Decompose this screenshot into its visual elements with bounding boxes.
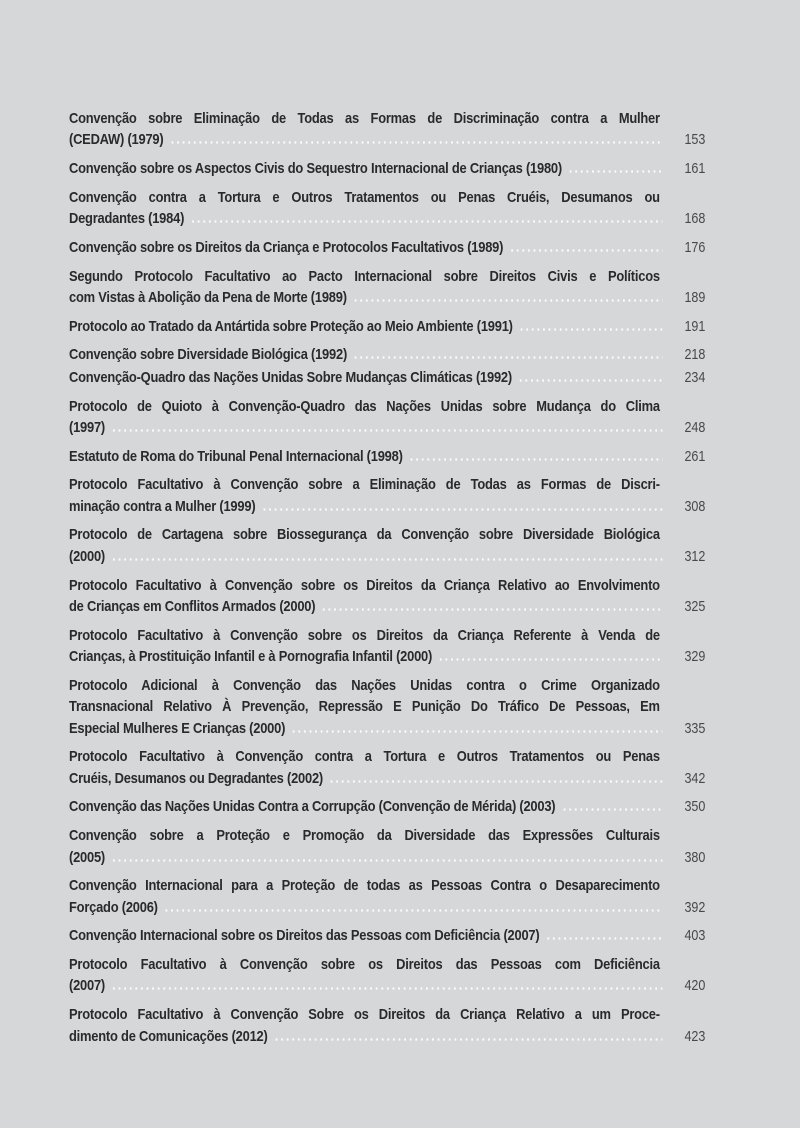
- toc-entry-lastline: [69, 768, 705, 790]
- toc-entry-title: minação contra a Mulher (1999): [69, 497, 256, 515]
- dot-leader: [274, 1038, 663, 1041]
- toc-entry-lastline: [69, 847, 705, 869]
- toc-entry-title: (2005): [69, 848, 105, 866]
- dot-leader: [353, 299, 663, 302]
- toc-entry-lastline: [69, 344, 705, 366]
- toc-entry: [69, 266, 705, 310]
- toc-entry-line: Protocolo Facultativo à Convenção sobre a Eliminação de Todas as Formas de Discri-: [69, 476, 660, 494]
- toc-entry: [69, 954, 705, 998]
- toc-entry: [69, 625, 705, 669]
- toc-entry-title: Protocolo ao Tratado da Antártida sobre Proteção ao Meio Ambiente (1991): [69, 317, 513, 335]
- page-number: 325: [684, 598, 706, 615]
- toc-entry-line: Protocolo de Cartagena sobre Biossegurança da Convenção sobre Diversidade Biológica: [69, 526, 660, 544]
- page-number: 308: [684, 498, 706, 515]
- toc-entry-line: Protocolo Adicional à Convenção das Nações Unidas contra o Crime Organizado: [69, 676, 660, 694]
- toc-entry-title: de Crianças em Conflitos Armados (2000): [69, 597, 316, 615]
- toc-entry: [69, 344, 705, 366]
- toc-entry-title: Crianças, à Prostituição Infantil e à Pornografia Infantil (2000): [69, 648, 433, 666]
- toc-entry-title: (1997): [69, 418, 105, 436]
- toc-entry-line: Convenção Internacional para a Proteção de todas as Pessoas Contra o Desaparecimento: [69, 877, 660, 895]
- dot-leader: [321, 608, 662, 611]
- toc-entry-title: dimento de Comunicações (2012): [69, 1027, 268, 1045]
- page-number: 176: [684, 239, 706, 256]
- toc-entry-lastline: [69, 446, 705, 468]
- toc-entry-lastline: [69, 596, 705, 618]
- dot-leader: [509, 249, 662, 252]
- toc-entry-title: Degradantes (1984): [69, 210, 185, 228]
- dot-leader: [561, 808, 662, 811]
- toc-entry-lastline: [69, 287, 705, 309]
- toc-entry-title: (2000): [69, 547, 105, 565]
- toc-entry: [69, 746, 705, 790]
- toc-entry-line: Protocolo Facultativo à Convenção contra a Tortura e Outros Tratamentos ou Penas: [69, 748, 660, 766]
- toc-entry-line: Convenção sobre a Proteção e Promoção da Diversidade das Expressões Culturais: [69, 827, 660, 845]
- page-number: 191: [684, 318, 706, 335]
- toc-entry-line: Convenção sobre Eliminação de Todas as Formas de Discriminação contra a Mulher: [69, 110, 660, 127]
- page-number: 234: [684, 369, 706, 386]
- page-number: 312: [684, 548, 706, 565]
- toc-entry-lastline: [69, 367, 705, 389]
- toc-entry: [69, 524, 705, 568]
- toc-entry-title: Convenção sobre os Aspectos Civis do Sequestro Internacional de Crianças (1980): [69, 160, 562, 178]
- toc-entry-lastline: [69, 975, 705, 997]
- page-number: 420: [684, 978, 706, 995]
- toc-entry-lastline: [69, 925, 705, 947]
- page-number: 168: [684, 211, 706, 228]
- toc-entry-lastline: [69, 316, 705, 338]
- page-number: 380: [684, 849, 706, 866]
- toc-entry: [69, 187, 705, 231]
- page-number: 335: [684, 720, 706, 737]
- toc-entry: [69, 1004, 705, 1048]
- toc-entry: [69, 237, 705, 259]
- toc-entry-line: Convenção contra a Tortura e Outros Tratamentos ou Penas Cruéis, Desumanos ou: [69, 188, 660, 206]
- page-number: 261: [684, 448, 706, 465]
- dot-leader: [519, 328, 663, 331]
- toc-entry-title: Convenção sobre os Direitos da Criança e Protocolos Facultativos (1989): [69, 238, 504, 256]
- toc-entry-line: Protocolo Facultativo à Convenção sobre os Direitos da Criança Referente à Venda de: [69, 626, 660, 644]
- toc-list: [69, 108, 705, 1054]
- toc-entry-line: Protocolo de Quioto à Convenção-Quadro das Nações Unidas sobre Mudança do Clima: [69, 397, 660, 415]
- toc-entry: [69, 316, 705, 338]
- page-number: 248: [684, 419, 706, 436]
- toc-entry: [69, 396, 705, 440]
- toc-entry: [69, 446, 705, 468]
- toc-entry-line: Protocolo Facultativo à Convenção Sobre os Direitos da Criança Relativo a um Proce-: [69, 1006, 660, 1024]
- toc-entry-lastline: [69, 796, 705, 818]
- dot-leader: [111, 429, 662, 432]
- dot-leader: [190, 220, 662, 223]
- toc-entry-title: Forçado (2006): [69, 898, 158, 916]
- toc-entry: [69, 675, 705, 740]
- dot-leader: [169, 141, 662, 144]
- toc-entry-line: Protocolo Facultativo à Convenção sobre os Direitos das Pessoas com Deficiência: [69, 956, 660, 974]
- toc-entry-title: Convenção-Quadro das Nações Unidas Sobre Mudanças Climáticas (1992): [69, 368, 512, 386]
- toc-entry-title: (CEDAW) (1979): [69, 131, 164, 149]
- dot-leader: [111, 558, 662, 561]
- toc-entry-title: Convenção sobre Diversidade Biológica (1992): [69, 346, 348, 364]
- toc-entry: [69, 367, 705, 389]
- toc-entry-lastline: [69, 646, 705, 668]
- dot-leader: [291, 730, 662, 733]
- toc-entry-title: Especial Mulheres E Crianças (2000): [69, 719, 286, 737]
- toc-entry: [69, 575, 705, 619]
- dot-leader: [409, 458, 663, 461]
- toc-entry-line: Segundo Protocolo Facultativo ao Pacto Internacional sobre Direitos Civis e Políticos: [69, 267, 660, 285]
- dot-leader: [261, 508, 662, 511]
- dot-leader: [111, 859, 662, 862]
- toc-entry: [69, 108, 705, 152]
- page-number: 161: [684, 161, 706, 178]
- toc-entry-lastline: [69, 496, 705, 518]
- page-number: 342: [684, 770, 706, 787]
- toc-entry-lastline: [69, 417, 705, 439]
- toc-entry: [69, 474, 705, 518]
- toc-entry-title: (2007): [69, 977, 105, 995]
- toc-entry-title: Cruéis, Desumanos ou Degradantes (2002): [69, 769, 324, 787]
- toc-entry-lastline: [69, 158, 705, 180]
- page-number: 392: [684, 899, 706, 916]
- toc-entry: [69, 158, 705, 180]
- toc-entry-lastline: [69, 718, 705, 740]
- page-number: 403: [684, 928, 706, 945]
- toc-entry-title: com Vistas à Abolição da Pena de Morte (1989): [69, 289, 347, 307]
- toc-entry: [69, 875, 705, 919]
- dot-leader: [545, 937, 662, 940]
- toc-entry-lastline: [69, 129, 705, 151]
- toc-entry: [69, 925, 705, 947]
- toc-entry-lastline: [69, 237, 705, 259]
- page-number: 218: [684, 347, 706, 364]
- toc-entry-lastline: [69, 897, 705, 919]
- toc-entry-title: Estatuto de Roma do Tribunal Penal Internacional (1998): [69, 447, 403, 465]
- toc-entry-lastline: [69, 546, 705, 568]
- page-number: 153: [684, 132, 706, 149]
- dot-leader: [353, 356, 662, 359]
- page-number: 189: [684, 290, 706, 307]
- dot-leader: [329, 780, 662, 783]
- toc-entry-lastline: [69, 208, 705, 230]
- dot-leader: [111, 987, 662, 990]
- dot-leader: [518, 379, 662, 382]
- toc-entry-title: Convenção das Nações Unidas Contra a Corrupção (Convenção de Mérida) (2003): [69, 798, 556, 816]
- toc-entry: [69, 825, 705, 869]
- toc-entry-line: Protocolo Facultativo à Convenção sobre os Direitos da Criança Relativo ao Envolvimento: [69, 576, 660, 594]
- toc-entry-lastline: [69, 1026, 705, 1048]
- toc-entry: [69, 796, 705, 818]
- dot-leader: [568, 170, 662, 173]
- toc-entry-title: Convenção Internacional sobre os Direitos das Pessoas com Deficiência (2007): [69, 927, 540, 945]
- toc-entry-line: Transnacional Relativo À Prevenção, Repressão E Punição Do Tráfico De Pessoas, Em: [69, 698, 660, 716]
- page-number: 423: [684, 1028, 706, 1045]
- page-number: 350: [684, 799, 706, 816]
- dot-leader: [164, 909, 663, 912]
- dot-leader: [438, 658, 662, 661]
- page-number: 329: [684, 649, 706, 666]
